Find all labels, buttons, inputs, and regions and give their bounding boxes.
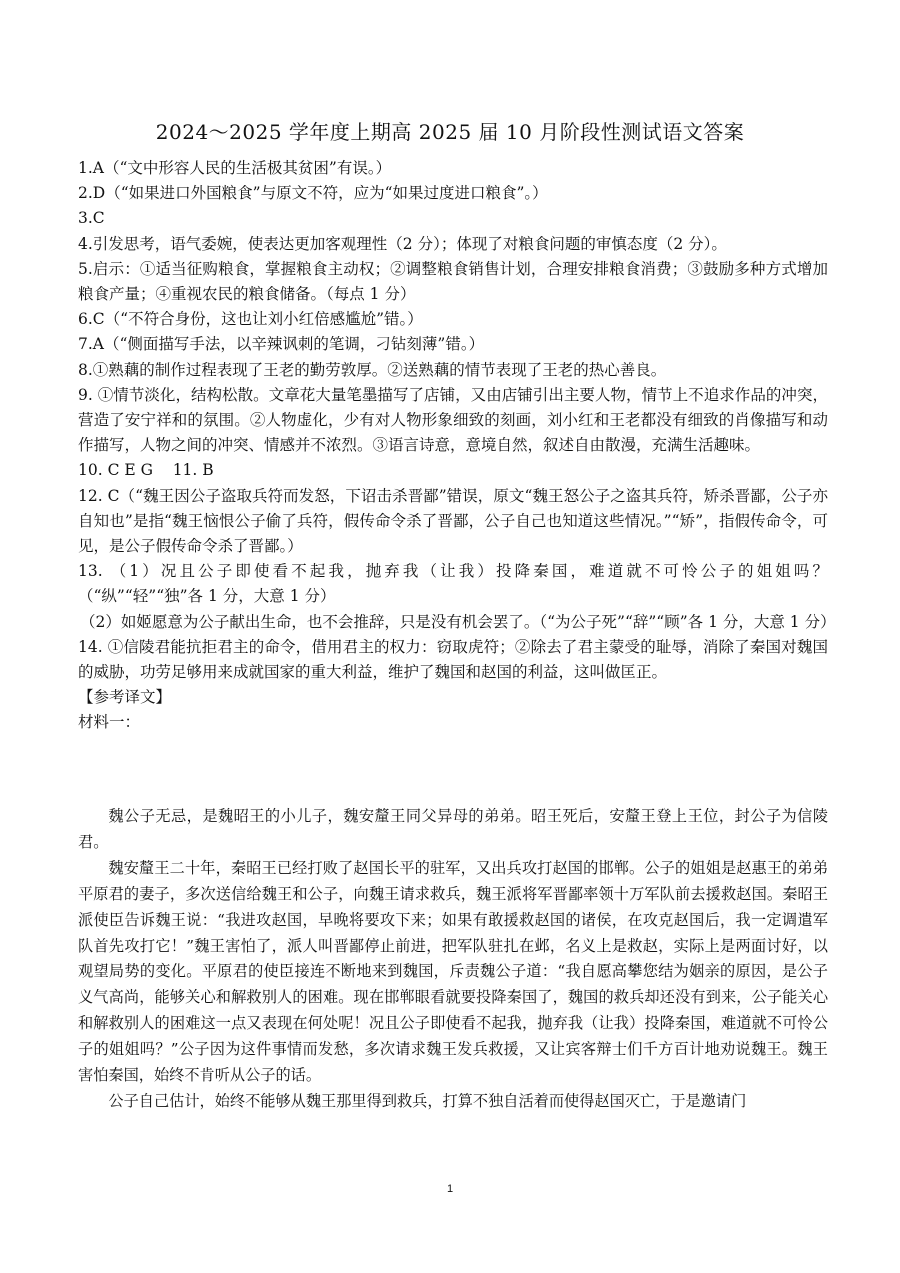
answer-item: （2）如姬愿意为公子献出生命，也不会推辞，只是没有机会罢了。（“为公子死”“辞”“顾”各 1 分，大意 1 分） <box>80 612 836 631</box>
answer-item: 4.引发思考，语气委婉，使表达更加客观理性（2 分）；体现了对粮食问题的审慎态度（2 分）。 <box>78 234 727 253</box>
translation-paragraph: 公子自己估计，始终不能够从魏王那里得到救兵，打算不独自活着而使得赵国灭亡，于是邀请门 <box>108 1091 747 1110</box>
answer-list <box>78 156 836 736</box>
answer-item: 1.A（“文中形容人民的生活极其贫困”有误。） <box>78 159 392 177</box>
reference-heading: 【参考译文】 <box>78 688 172 707</box>
answer-item: 8.①熟藕的制作过程表现了王老的勤劳敦厚。②送熟藕的情节表现了王老的热心善良。 <box>78 360 667 379</box>
answer-item: 7.A（“侧面描写手法，以辛辣讽刺的笔调，刁钻刻薄”错。） <box>78 335 485 354</box>
answer-item: 14. ①信陵君能抗拒君主的命令，借用君主的权力：窃取虎符；②除去了君主蒙受的耻辱，消除了秦国对魏国的威胁，功劳足够用来成就国家的重大利益，维护了魏国和赵国的利益，这叫做匡正。 <box>78 637 828 682</box>
answer-item: 9. ①情节淡化，结构松散。文章花大量笔墨描写了店铺，又由店铺引出主要人物，情节上不追求作品的冲突，营造了安宁祥和的氛围。②人物虚化，少有对人物形象细致的刻画，刘小红和王老都没有细致的肖像描写和动作描写，人物之间的冲突、情感并不浓烈。③语言诗意，意境自然，叙述自由散漫，充满生活趣味。 <box>78 385 828 455</box>
answer-item: 5.启示：①适当征购粮食，掌握粮食主动权；②调整粮食销售计划，合理安排粮食消费；③鼓励多种方式增加粮食产量；④重视农民的粮食储备。（每点 1 分） <box>78 259 828 304</box>
reference-translation <box>78 804 828 1115</box>
page-number: 1 <box>446 1183 454 1195</box>
answer-item: 12. C（“魏王因公子盗取兵符而发怒，下诏击杀晋鄙”错误，原文“魏王怒公子之盗其兵符，矫杀晋鄙，公子亦自知也”是指“魏王恼恨公子偷了兵符，假传命令杀了晋鄙，公子自己也知道这些情况。”“矫”，指假传命令，可见，是公子假传命令杀了晋鄙。） <box>78 486 828 556</box>
answer-item: 13. （1）况且公子即使看不起我，抛弃我（让我）投降秦国，难道就不可怜公子的姐姐吗？ （“纵”“轻”“独”各 1 分，大意 1 分） <box>78 562 828 606</box>
translation-paragraph: 魏公子无忌，是魏昭王的小儿子，魏安釐王同父异母的弟弟。昭王死后，安釐王登上王位，封公子为信陵君。 <box>78 807 828 851</box>
answer-item: 10. C E G 11. B <box>78 461 214 480</box>
answer-item: 6.C（“不符合身份，这也让刘小红倍感尴尬”错。） <box>78 310 423 329</box>
answer-item: 3.C <box>78 209 105 228</box>
document-title: 2024～2025 学年度上期高 2025 届 10 月阶段性测试语文答案 <box>155 120 745 144</box>
material-label: 材料一： <box>78 713 141 732</box>
answer-item: 2.D（“如果进口外国粮食”与原文不符，应为“如果过度进口粮食”。） <box>78 184 548 203</box>
translation-paragraph: 魏安釐王二十年，秦昭王已经打败了赵国长平的驻军，又出兵攻打赵国的邯郸。公子的姐姐是赵惠王的弟弟平原君的妻子，多次送信给魏王和公子，向魏王请求救兵，魏王派将军晋鄙率领十万军队前去援救赵国。秦昭王派使臣告诉魏王说：“我进攻赵国，早晚将要攻下来；如果有敢援救赵国的诸侯，在攻克赵国后，我一定调遣军队首先攻打它！”魏王害怕了，派人叫晋鄙停止前进，把军队驻扎在邺，名义上是救赵，实际上是两面讨好，以观望局势的变化。平原君的使臣接连不断地来到魏国，斥责魏公子道：“我自愿高攀您结为姻亲的原因，是公子义气高尚，能够关心和解救别人的困难。现在邯郸眼看就要投降秦国了，魏国的救兵却还没有到来，公子能关心和解救别人的困难这一点又表现在何处呢！况且公子即使看不起我，抛弃我（让我）投降秦国，难道就不可怜公子的姐姐吗？”公子因为这件事情而发愁，多次请求魏王发兵救援，又让宾客辩士们千方百计地劝说魏王。魏王害怕秦国，始终不肯听从公子的话。 <box>78 858 828 1085</box>
